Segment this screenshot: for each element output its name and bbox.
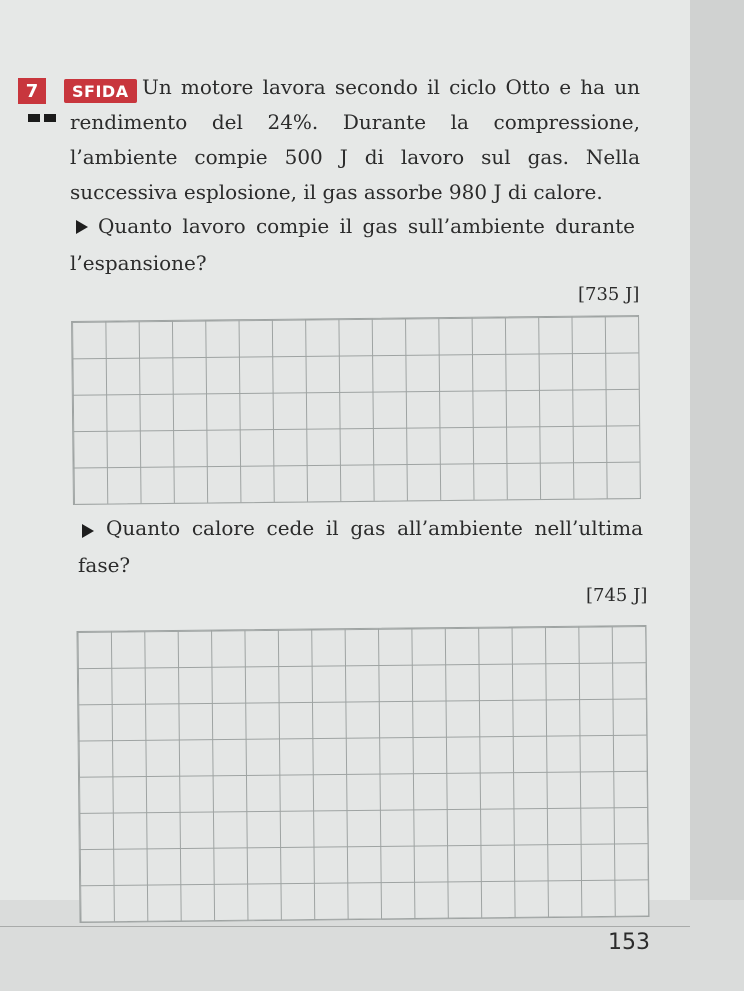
page-bottom-edge (0, 926, 690, 927)
question-2: Quanto calore cede il gas all’ambiente nell’ultima fase? (78, 516, 643, 577)
difficulty-block (44, 114, 56, 122)
answer-grid-1[interactable] (71, 315, 641, 505)
difficulty-block (28, 114, 40, 122)
answer-grid-2[interactable] (76, 625, 649, 923)
question-1: Quanto lavoro compie il gas sull’ambiente durante l’espansione? (70, 214, 635, 275)
answer-1: [735 J] (578, 284, 640, 305)
difficulty-indicator (28, 114, 68, 122)
page-number: 153 (608, 930, 650, 955)
page-edge (690, 0, 744, 991)
exercise-statement: Un motore lavora secondo il ciclo Otto e ha un rendimento del 24%. Durante la compressione, l’ambiente compie 500 J di lavoro sul gas. Nella successiva esplosione, il gas assorbe 980 J di calore. (70, 75, 640, 204)
challenge-badge: SFIDA (64, 79, 137, 103)
answer-2: [745 J] (586, 585, 648, 606)
exercise-number: 7 (18, 78, 46, 104)
